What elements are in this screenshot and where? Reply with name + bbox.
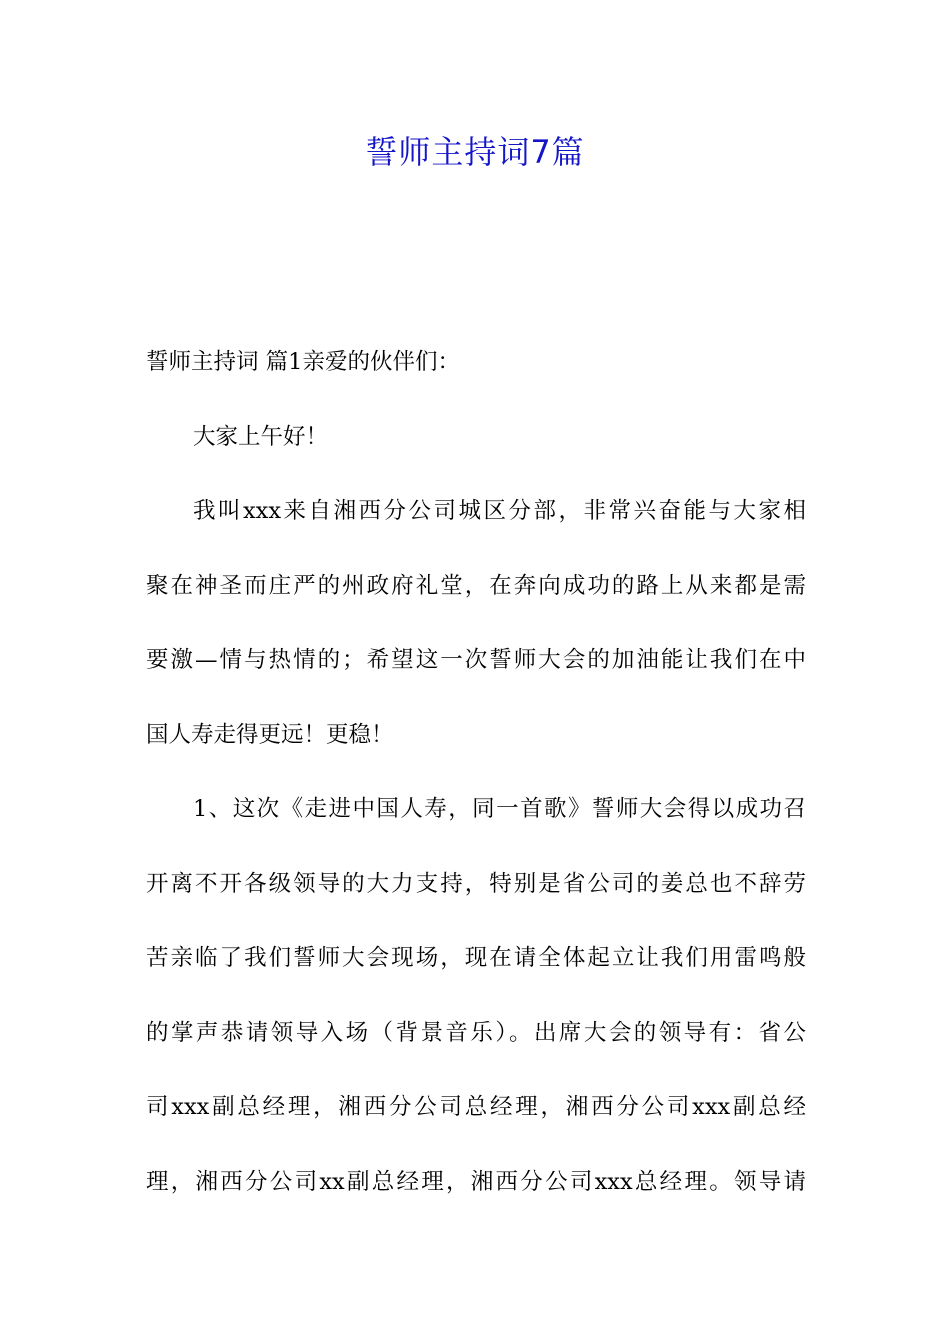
body-line: 开离不开各级领导的大力支持，特别是省公司的姜总也不辞劳 — [146, 870, 806, 897]
body-line: 司xxx副总经理，湘西分公司总经理，湘西分公司xxx副总经 — [146, 1094, 806, 1120]
body-line: 我叫xxx来自湘西分公司城区分部，非常兴奋能与大家相 — [193, 498, 806, 524]
body-line: 国人寿走得更远！更稳！ — [146, 721, 394, 748]
body-line: 要激—情与热情的；希望这一次誓师大会的加油能让我们在中 — [146, 647, 806, 673]
body-line: 誓师主持词 篇1亲爱的伙伴们： — [146, 349, 460, 375]
body-line: 的掌声恭请领导入场（背景音乐）。出席大会的领导有：省公 — [146, 1019, 806, 1046]
body-line: 大家上午好！ — [193, 423, 329, 450]
body-line: 理，湘西分公司xx副总经理，湘西分公司xxx总经理。领导请 — [146, 1168, 806, 1195]
document-title: 誓师主持词7篇 — [365, 133, 585, 171]
body-line: 苦亲临了我们誓师大会现场，现在请全体起立让我们用雷鸣般 — [146, 945, 806, 971]
document-body — [146, 340, 806, 1234]
body-line: 1、这次《走进中国人寿，同一首歌》誓师大会得以成功召 — [193, 796, 806, 822]
body-line: 聚在神圣而庄严的州政府礼堂，在奔向成功的路上从来都是需 — [146, 572, 806, 599]
